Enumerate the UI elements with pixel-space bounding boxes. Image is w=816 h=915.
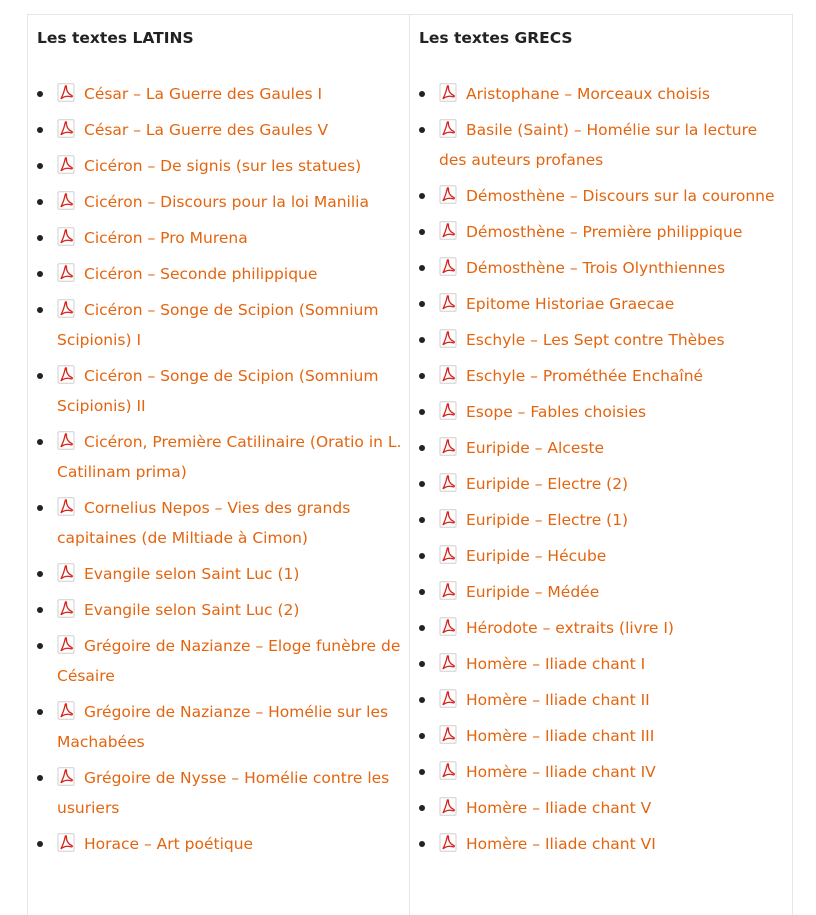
greek-column [410, 15, 793, 915]
list-item [419, 361, 786, 391]
pdf-file-icon-graphic [439, 119, 457, 138]
list-item [419, 577, 786, 607]
text-link[interactable]: Homère – Iliade chant VI [466, 835, 656, 853]
list-item [419, 505, 786, 535]
text-link[interactable]: Horace – Art poétique [84, 835, 254, 853]
text-link[interactable]: Homère – Iliade chant IV [466, 763, 656, 781]
latin-text-list [37, 79, 409, 859]
pdf-file-icon[interactable] [439, 364, 457, 383]
text-link[interactable]: Cicéron – Songe de Scipion (Somnium Scipionis) II [57, 367, 379, 415]
pdf-file-icon-graphic [439, 581, 457, 600]
pdf-file-icon[interactable] [57, 82, 75, 101]
text-link[interactable]: Grégoire de Nazianze – Homélie sur les Machabées [57, 703, 389, 751]
pdf-file-icon[interactable] [439, 292, 457, 311]
list-item [37, 427, 409, 487]
list-item [419, 721, 786, 751]
list-item [419, 79, 786, 109]
list-item [419, 217, 786, 247]
list-item [37, 151, 409, 181]
text-link[interactable]: Cicéron – Discours pour la loi Manilia [84, 193, 369, 211]
latin-column-title: Les textes LATINS [37, 29, 194, 47]
pdf-file-icon-graphic [57, 767, 75, 786]
pdf-file-icon[interactable] [439, 724, 457, 743]
list-item [37, 595, 409, 625]
pdf-file-icon-graphic [439, 797, 457, 816]
pdf-file-icon-graphic [439, 257, 457, 276]
pdf-file-icon-graphic [57, 83, 75, 102]
text-link[interactable]: Cicéron – Seconde philippique [84, 265, 318, 283]
list-item [419, 253, 786, 283]
pdf-file-icon-graphic [57, 701, 75, 720]
text-link[interactable]: Eschyle – Les Sept contre Thèbes [466, 331, 725, 349]
list-item [419, 325, 786, 355]
list-item [419, 613, 786, 643]
list-item [419, 649, 786, 679]
list-item [37, 223, 409, 253]
text-link[interactable]: César – La Guerre des Gaules V [84, 121, 329, 139]
list-item [419, 685, 786, 715]
pdf-file-icon-graphic [439, 473, 457, 492]
list-item [37, 115, 409, 145]
list-item [37, 631, 409, 691]
pdf-file-icon-graphic [439, 833, 457, 852]
pdf-file-icon[interactable] [439, 118, 457, 137]
text-link[interactable]: Evangile selon Saint Luc (2) [84, 601, 300, 619]
pdf-file-icon-graphic [57, 263, 75, 282]
pdf-file-icon[interactable] [57, 226, 75, 245]
pdf-file-icon-graphic [439, 761, 457, 780]
text-link[interactable]: Grégoire de Nysse – Homélie contre les usuriers [57, 769, 390, 817]
pdf-file-icon-graphic [57, 365, 75, 384]
pdf-file-icon-graphic [57, 563, 75, 582]
pdf-file-icon-graphic [57, 299, 75, 318]
pdf-file-icon[interactable] [57, 154, 75, 173]
text-link[interactable]: César – La Guerre des Gaules I [84, 85, 323, 103]
list-item [419, 397, 786, 427]
text-link[interactable]: Démosthène – Discours sur la couronne [466, 187, 775, 205]
pdf-file-icon[interactable] [439, 184, 457, 203]
list-item [419, 469, 786, 499]
pdf-file-icon-graphic [439, 725, 457, 744]
pdf-file-icon-graphic [439, 617, 457, 636]
list-item [419, 115, 786, 175]
text-link[interactable]: Euripide – Electre (1) [466, 511, 629, 529]
text-link[interactable]: Euripide – Alceste [466, 439, 605, 457]
pdf-file-icon[interactable] [57, 766, 75, 785]
text-link[interactable]: Démosthène – Première philippique [466, 223, 743, 241]
pdf-file-icon[interactable] [57, 598, 75, 617]
list-item [419, 793, 786, 823]
text-link[interactable]: Homère – Iliade chant V [466, 799, 652, 817]
text-link[interactable]: Euripide – Electre (2) [466, 475, 629, 493]
pdf-file-icon[interactable] [57, 262, 75, 281]
pdf-file-icon[interactable] [57, 700, 75, 719]
text-link[interactable]: Démosthène – Trois Olynthiennes [466, 259, 726, 277]
pdf-file-icon-graphic [439, 293, 457, 312]
text-link[interactable]: Cicéron, Première Catilinaire (Oratio in L. Catilinam prima) [57, 433, 402, 481]
pdf-file-icon[interactable] [439, 688, 457, 707]
pdf-file-icon-graphic [439, 509, 457, 528]
list-item [419, 829, 786, 859]
pdf-file-icon-graphic [57, 155, 75, 174]
list-item [37, 79, 409, 109]
text-link[interactable]: Homère – Iliade chant II [466, 691, 650, 709]
pdf-file-icon[interactable] [439, 580, 457, 599]
text-link[interactable]: Cicéron – Songe de Scipion (Somnium Scipionis) I [57, 301, 379, 349]
pdf-file-icon[interactable] [57, 118, 75, 137]
pdf-file-icon-graphic [57, 833, 75, 852]
pdf-file-icon-graphic [57, 635, 75, 654]
list-item [37, 361, 409, 421]
pdf-file-icon-graphic [57, 119, 75, 138]
text-link[interactable]: Epitome Historiae Graecae [466, 295, 675, 313]
pdf-file-icon[interactable] [439, 328, 457, 347]
list-item [37, 493, 409, 553]
pdf-file-icon-graphic [439, 329, 457, 348]
text-link[interactable]: Aristophane – Morceaux choisis [466, 85, 711, 103]
pdf-file-icon[interactable] [439, 508, 457, 527]
pdf-file-icon-graphic [439, 545, 457, 564]
pdf-file-icon-graphic [439, 653, 457, 672]
text-link[interactable]: Eschyle – Prométhée Enchaîné [466, 367, 704, 385]
pdf-file-icon[interactable] [439, 760, 457, 779]
pdf-file-icon[interactable] [439, 652, 457, 671]
pdf-file-icon[interactable] [439, 82, 457, 101]
text-link[interactable]: Evangile selon Saint Luc (1) [84, 565, 300, 583]
pdf-file-icon[interactable] [439, 796, 457, 815]
pdf-file-icon[interactable] [57, 562, 75, 581]
pdf-file-icon[interactable] [439, 256, 457, 275]
list-item [37, 295, 409, 355]
pdf-file-icon-graphic [57, 431, 75, 450]
text-link[interactable]: Cicéron – De signis (sur les statues) [84, 157, 362, 175]
pdf-file-icon-graphic [439, 365, 457, 384]
text-link[interactable]: Esope – Fables choisies [466, 403, 647, 421]
list-item [37, 259, 409, 289]
greek-text-list [419, 79, 786, 859]
pdf-file-icon-graphic [57, 497, 75, 516]
text-link[interactable]: Cicéron – Pro Murena [84, 229, 248, 247]
pdf-file-icon[interactable] [439, 832, 457, 851]
pdf-file-icon[interactable] [439, 472, 457, 491]
list-item [419, 181, 786, 211]
text-link[interactable]: Cornelius Nepos – Vies des grands capitaines (de Miltiade à Cimon) [57, 499, 351, 547]
list-item [419, 757, 786, 787]
pdf-file-icon[interactable] [57, 190, 75, 209]
text-link[interactable]: Basile (Saint) – Homélie sur la lecture des auteurs profanes [439, 121, 758, 169]
pdf-file-icon-graphic [439, 689, 457, 708]
pdf-file-icon[interactable] [439, 616, 457, 635]
text-link[interactable]: Euripide – Médée [466, 583, 600, 601]
list-item [37, 763, 409, 823]
pdf-file-icon-graphic [439, 185, 457, 204]
pdf-file-icon[interactable] [439, 544, 457, 563]
pdf-file-icon-graphic [57, 227, 75, 246]
pdf-file-icon[interactable] [57, 496, 75, 515]
pdf-file-icon[interactable] [57, 364, 75, 383]
text-link[interactable]: Grégoire de Nazianze – Eloge funèbre de Césaire [57, 637, 401, 685]
pdf-file-icon-graphic [57, 191, 75, 210]
text-link[interactable]: Homère – Iliade chant III [466, 727, 655, 745]
pdf-file-icon[interactable] [439, 436, 457, 455]
pdf-file-icon-graphic [439, 221, 457, 240]
list-item [37, 559, 409, 589]
text-link[interactable]: Euripide – Hécube [466, 547, 607, 565]
text-link[interactable]: Homère – Iliade chant I [466, 655, 646, 673]
pdf-file-icon-graphic [439, 83, 457, 102]
pdf-file-icon[interactable] [57, 430, 75, 449]
texts-table [27, 14, 793, 915]
pdf-file-icon-graphic [439, 437, 457, 456]
pdf-file-icon-graphic [439, 401, 457, 420]
greek-column-title: Les textes GRECS [419, 29, 573, 47]
pdf-file-icon-graphic [57, 599, 75, 618]
list-item [419, 541, 786, 571]
pdf-file-icon[interactable] [57, 634, 75, 653]
list-item [37, 187, 409, 217]
list-item [37, 697, 409, 757]
list-item [419, 289, 786, 319]
list-item [419, 433, 786, 463]
pdf-file-icon[interactable] [57, 832, 75, 851]
pdf-file-icon[interactable] [439, 400, 457, 419]
pdf-file-icon[interactable] [57, 298, 75, 317]
list-item [37, 829, 409, 859]
pdf-file-icon[interactable] [439, 220, 457, 239]
latin-column [28, 15, 410, 915]
text-link[interactable]: Hérodote – extraits (livre I) [466, 619, 674, 637]
